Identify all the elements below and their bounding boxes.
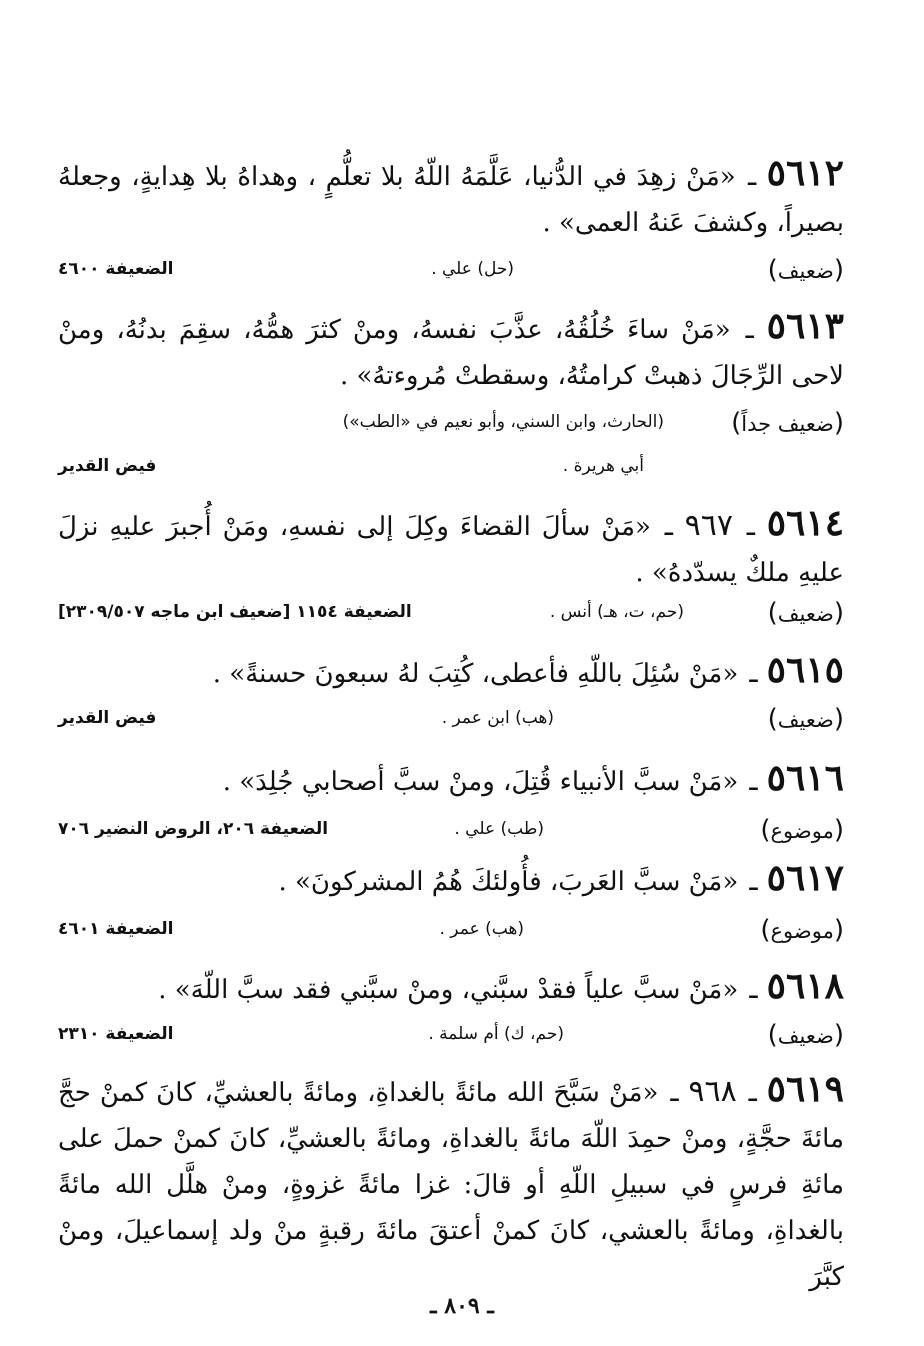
hadith-text: «مَنْ سبَّ علياً فقدْ سبَّني، ومنْ سبَّني فقد سبَّ اللّهَ» . bbox=[158, 975, 739, 1005]
grade-label: ( ضعيف ) bbox=[768, 255, 844, 285]
separator: ـ bbox=[749, 656, 758, 689]
entry-number: ٥٦١٨ bbox=[766, 965, 844, 1007]
entry-number: ٥٦١٥ bbox=[766, 649, 844, 691]
hadith-text: «مَنْ سبَّ الأنبياء قُتِلَ، ومنْ سبَّ أصحابي جُلِدَ» . bbox=[222, 767, 739, 797]
hadith-text: «مَنْ زهِدَ في الدُّنيا، عَلَّمَهُ اللّهُ بلا تعلُّمٍ ، وهداهُ بلا هِدايةٍ، وجعلهُ بصيراً، وكشفَ عَنهُ العمى» . bbox=[58, 162, 844, 238]
separator: ـ bbox=[745, 312, 754, 345]
hadith-entry-5619 bbox=[58, 1068, 844, 1300]
separator: ـ bbox=[670, 1075, 679, 1108]
separator: ـ bbox=[748, 159, 757, 192]
entry-number: ٥٦١٢ bbox=[766, 152, 844, 194]
hadith-entry-5615 bbox=[58, 649, 844, 697]
hadith-text: «مَنْ سبَّ العَربَ، فأُولئكَ هُمُ المشركونَ» . bbox=[278, 867, 739, 897]
source-text: (هب) عمر . bbox=[439, 919, 524, 939]
reference-text: الضعيفة ٤٦٠٠ bbox=[58, 259, 174, 279]
hadith-text: «مَنْ سَبَّحَ الله مائةً بالغداةِ، ومائةً بالعشيِّ، كانَ كمنْ حجَّ مائةَ حجَّةٍ، ومنْ حمِدَ اللّهَ مائةً بالغداةِ، ومائةً بالعشيِّ، كانَ كمنْ حملَ على مائةِ فرسٍ في سبيلِ اللّهِ أو قالَ: غزا مائةً غزوةٍ، ومنْ هلَّل الله مائةً بالغداةِ، ومائةً بالعشي، كانَ كمنْ أعتقَ مائةَ رقبةٍ منْ ولد إسماعيلَ، ومنْ كبَّرَ bbox=[58, 1078, 844, 1292]
grade-label: ( ضعيف ) bbox=[768, 598, 844, 628]
reference-text: فيض القدير bbox=[58, 456, 157, 476]
reference-text: الضعيفة ٤٦٠١ bbox=[58, 919, 174, 939]
grading-line-continued bbox=[58, 452, 844, 486]
separator: ـ bbox=[749, 764, 758, 797]
hadith-entry-5614 bbox=[58, 502, 844, 596]
hadith-entry-5613 bbox=[58, 305, 844, 399]
source-text: (الحارث، وابن السني، وأبو نعيم في «الطب») bbox=[342, 412, 664, 432]
entry-number: ٥٦١٣ bbox=[766, 305, 844, 347]
grading-line bbox=[58, 598, 844, 632]
grade-label: ( ضعيف ) bbox=[768, 704, 844, 734]
separator: ـ bbox=[749, 972, 758, 1005]
grade-label: ( موضوع ) bbox=[760, 915, 844, 945]
grade-label: ( ضعيف جداً ) bbox=[731, 408, 844, 438]
separator: ـ bbox=[749, 864, 758, 897]
grading-line bbox=[58, 1020, 844, 1054]
entry-number: ٥٦١٧ bbox=[766, 857, 844, 899]
entry-number: ٥٦١٦ bbox=[766, 757, 844, 799]
grading-line bbox=[58, 915, 844, 949]
hadith-entry-5618 bbox=[58, 965, 844, 1013]
reference-text: الضعيفة ٢٣١٠ bbox=[58, 1024, 174, 1044]
entry-number: ٥٦١٤ bbox=[766, 502, 845, 544]
grading-line bbox=[58, 704, 844, 738]
grade-label: ( موضوع ) bbox=[760, 815, 844, 845]
hadith-text: «مَنْ ساءَ خُلُقُهُ، عذَّبَ نفسهُ، ومنْ كثرَ همُّهُ، سقِمَ بدنُهُ، ومنْ لاحى الرِّجَالَ ذهبتْ كرامتُهُ، وسقطتْ مُروءتهُ» . bbox=[58, 315, 844, 391]
source-text: (هب) ابن عمر . bbox=[441, 708, 554, 728]
hadith-text: «مَنْ سُئِلَ باللّهِ فأعطى، كُتِبَ لهُ سبعونَ حسنةً» . bbox=[212, 659, 739, 689]
grade-label: ( ضعيف ) bbox=[768, 1020, 844, 1050]
grading-line bbox=[58, 815, 844, 849]
hadith-entry-5616 bbox=[58, 757, 844, 805]
source-text: (حم، ت، هـ) أنس . bbox=[549, 602, 684, 622]
entry-number: ٥٦١٩ bbox=[766, 1068, 844, 1110]
reference-text: الضعيفة ١١٥٤ [ضعيف ابن ماجه ٢٣٠٩/٥٠٧] bbox=[58, 602, 412, 622]
hadith-number: ٩٦٧ bbox=[684, 508, 733, 543]
hadith-number: ٩٦٨ bbox=[688, 1074, 737, 1109]
hadith-entry-5617 bbox=[58, 857, 844, 905]
source-text: (حل) علي . bbox=[431, 259, 514, 279]
separator: ـ bbox=[748, 1075, 757, 1108]
hadith-entry-5612 bbox=[58, 152, 844, 246]
source-text: (طب) علي . bbox=[454, 819, 544, 839]
source-text: أبي هريرة . bbox=[562, 456, 644, 476]
reference-text: فيض القدير bbox=[58, 708, 157, 728]
grading-line bbox=[58, 255, 844, 289]
separator: ـ bbox=[746, 509, 755, 542]
separator: ـ bbox=[664, 509, 673, 542]
hadith-text: «مَنْ سألَ القضاءَ وكِلَ إلى نفسهِ، ومَنْ أُجبرَ عليهِ نزلَ عليهِ ملكٌ يسدّدهُ» . bbox=[58, 512, 844, 588]
source-text: (حم، ك) أم سلمة . bbox=[428, 1024, 564, 1044]
page-number: ـ ٨٠٩ ـ bbox=[430, 1293, 494, 1319]
reference-text: الضعيفة ٢٠٦، الروض النضير ٧٠٦ bbox=[58, 819, 329, 839]
grading-line bbox=[58, 408, 844, 442]
